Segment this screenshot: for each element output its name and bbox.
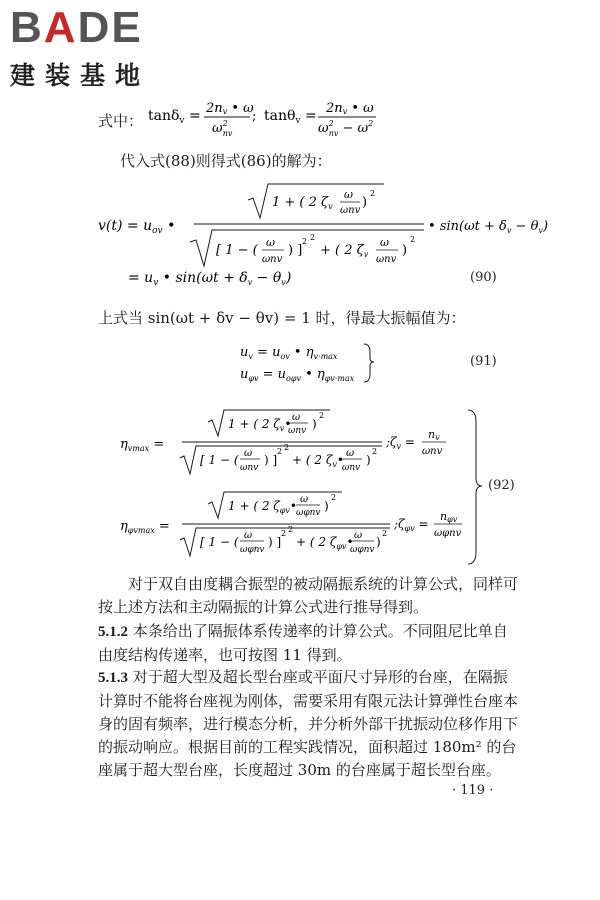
svg-text:2: 2 xyxy=(277,447,283,456)
intro-equation-delta xyxy=(0,0,1,1)
intro-formulas-graphic xyxy=(148,96,378,142)
svg-text:2: 2 xyxy=(370,189,376,198)
equation-91-line2 xyxy=(0,0,1,1)
clause-number-5-1-2: 5.1.2 xyxy=(98,624,128,640)
svg-text:ω: ω xyxy=(244,448,253,459)
svg-text:2: 2 xyxy=(382,529,388,538)
svg-text:2: 2 xyxy=(284,443,290,452)
svg-text:): ) xyxy=(366,453,371,467)
svg-text:ηvmax =: $\eta_{vmax}$ = xyxy=(120,437,165,453)
logo-wordmark xyxy=(10,3,180,52)
svg-text:• sin(ωt + δv − θv): • $\sin(\omega t + \delta_v - \theta_v)$ xyxy=(428,219,549,235)
svg-text:ω: ω xyxy=(266,236,275,249)
svg-text:ωφnv: ωφnv xyxy=(434,528,462,539)
svg-text:1 + ( 2 ζv•: 1 + ( 2 $\zeta_v•$ xyxy=(228,417,292,433)
svg-text:uφv = uoφv • ηφv·max: $u_{\varphi v} = u_{o\varphi v}$ • $\eta_{\varphi v\cdot max}$ xyxy=(240,367,355,383)
svg-text:ω: ω xyxy=(344,188,353,201)
svg-text:ηφvmax =: $\eta_{\varphi vmax}$ = xyxy=(120,519,170,535)
svg-text:) ]: ) ] xyxy=(268,535,282,549)
svg-text:): ) xyxy=(312,417,317,431)
equation-92-line2 xyxy=(0,0,1,1)
svg-text:ωnv: ωnv xyxy=(422,446,443,457)
svg-text:[ 1 − (: [ 1 − ( xyxy=(200,453,239,467)
logo-letter-a: A xyxy=(43,3,78,52)
svg-text:1 + ( 2 ζφv•: 1 + ( 2 $\zeta_{\varphi v}•$ xyxy=(228,499,297,515)
svg-text:2: 2 xyxy=(372,447,378,456)
equation-91-line1 xyxy=(0,0,1,1)
svg-text:ωnv: ωnv xyxy=(288,426,307,436)
svg-text:ωφnv: ωφnv xyxy=(240,545,265,555)
substitute-text: 代入式(88)则得式(86)的解为： xyxy=(120,152,332,170)
svg-text:= uv • sin(ωt + δv − θv): = $u_v$ • $\sin(\omega t + \delta_v - \theta_v)$ xyxy=(128,270,292,288)
logo-letter-b: B xyxy=(10,3,44,52)
svg-text:ω2nv: $\omega^2$ nv xyxy=(212,119,233,138)
equation-90-line1 xyxy=(0,0,1,1)
svg-text:2nv • ω: 2nv • ω xyxy=(206,101,254,116)
paragraph-5-1-3 xyxy=(98,666,518,782)
svg-text:ωnv: ωnv xyxy=(340,205,361,216)
svg-text:uv = uov • ηv·max: $u_v = u_{ov}$ • $\eta_{v\cdot max}$ xyxy=(240,345,338,361)
svg-text:ω: ω xyxy=(244,530,253,541)
svg-text:ω: ω xyxy=(354,530,363,541)
svg-text:ω: ω xyxy=(380,236,389,249)
svg-text:2: 2 xyxy=(310,233,316,242)
equation-90-line2 xyxy=(0,0,1,1)
svg-text:ω: ω xyxy=(292,412,301,423)
svg-text:ωnv: ωnv xyxy=(376,254,397,265)
equation-91-graphic xyxy=(240,340,380,386)
clause-text-5-1-2: 本条给出了隔振体系传递率的计算公式。不同阻尼比单自由度结构传递率，也可按图 11 得到。 xyxy=(98,622,508,664)
page-number: · 119 · xyxy=(452,783,494,798)
svg-text:ωnv: ωnv xyxy=(262,254,283,265)
svg-text:tanδv =: tanδ$_v$ = xyxy=(148,108,201,126)
svg-text:): ) xyxy=(402,243,408,258)
logo-letters-de: DE xyxy=(77,3,143,52)
svg-text:+ ( 2 ζv•: + ( 2 $\zeta_v•$ xyxy=(292,453,344,469)
svg-text:;ζφv =: $;\zeta_{\varphi v}$ = xyxy=(394,517,429,533)
equation-92-graphic xyxy=(120,408,480,568)
svg-text:2: 2 xyxy=(331,493,337,502)
svg-text:): ) xyxy=(324,499,329,513)
brand-logo xyxy=(10,3,180,92)
svg-text:[ 1 − (: [ 1 − ( xyxy=(200,535,239,549)
equation-91-number: (91) xyxy=(470,354,497,369)
svg-text:[ 1 − (: [ 1 − ( xyxy=(216,243,258,258)
svg-text:ω: ω xyxy=(300,494,309,505)
svg-text:ωφnv: ωφnv xyxy=(350,545,375,555)
max-amplitude-text: 上式当 sin(ωt + δv − θv) = 1 时，得最大振幅值为： xyxy=(98,309,466,327)
svg-text:2: 2 xyxy=(288,525,294,534)
svg-text:ωnv: ωnv xyxy=(342,463,361,473)
svg-text:ωφnv: ωφnv xyxy=(296,508,321,518)
svg-text:2nv • ω: 2nv • ω xyxy=(326,101,374,116)
intro-label: 式中： xyxy=(98,112,144,130)
svg-text:+ ( 2 ζφv•: + ( 2 $\zeta_{\varphi v}•$ xyxy=(296,535,354,551)
clause-number-5-1-3: 5.1.3 xyxy=(98,670,128,686)
svg-text:) ]: ) ] xyxy=(264,453,278,467)
svg-text:2: 2 xyxy=(302,237,308,246)
svg-text:ωnv: ωnv xyxy=(240,463,259,473)
svg-text:ω2nv − ω2: $\omega^2$ nv − $\omega^2$ xyxy=(318,119,374,138)
svg-text:): ) xyxy=(376,535,381,549)
logo-chinese-name: 建装基地 xyxy=(10,61,151,90)
paragraph-5-1-2 xyxy=(98,620,518,667)
equation-90-graphic xyxy=(98,180,549,290)
svg-text:;ζv =: $;\zeta_v$ = xyxy=(386,435,415,451)
svg-text:nφv: nφv xyxy=(440,510,458,524)
svg-text:1 + ( 2 ζv: 1 + ( 2 $\zeta_v$ xyxy=(272,195,333,211)
svg-text:;: ; xyxy=(252,109,257,124)
svg-text:) ]: ) ] xyxy=(288,243,303,258)
svg-text:2: 2 xyxy=(319,411,325,420)
svg-text:): ) xyxy=(362,195,368,210)
svg-text:ω: ω xyxy=(346,448,355,459)
clause-text-5-1-3: 对于超大型及超长型台座或平面尺寸异形的台座，在隔振计算时不能将台座视为刚体，需要采用有限元法计算弹性台座本身的固有频率，进行模态分析，并分析外部干扰振动位移作用下的振动响应。根据目前的工程实践情况，面积超过 180m² 的台座属于超大型台座，长度超过 30m 的台座属于超长型台座。 xyxy=(98,668,519,779)
equation-92-line1 xyxy=(0,0,1,1)
svg-text:2: 2 xyxy=(410,235,416,244)
svg-text:2: 2 xyxy=(281,529,287,538)
paragraph-coupled-mode: 对于双自由度耦合振型的被动隔振系统的计算公式，同样可按上述方法和主动隔振的计算公式进行推导得到。 xyxy=(98,575,519,616)
svg-text:nv: nv xyxy=(428,428,440,442)
equation-90-number: (90) xyxy=(470,270,497,285)
svg-text:tanθv =: tanθ$_v$ = xyxy=(264,108,317,126)
svg-text:v(t) = uov •: $v(t) = u_{ov}$ • xyxy=(98,218,176,236)
svg-text:+ ( 2 ζv: + ( 2 $\zeta_v$ xyxy=(320,243,369,259)
intro-equation-theta xyxy=(0,0,1,1)
equation-92-number: (92) xyxy=(488,478,515,493)
